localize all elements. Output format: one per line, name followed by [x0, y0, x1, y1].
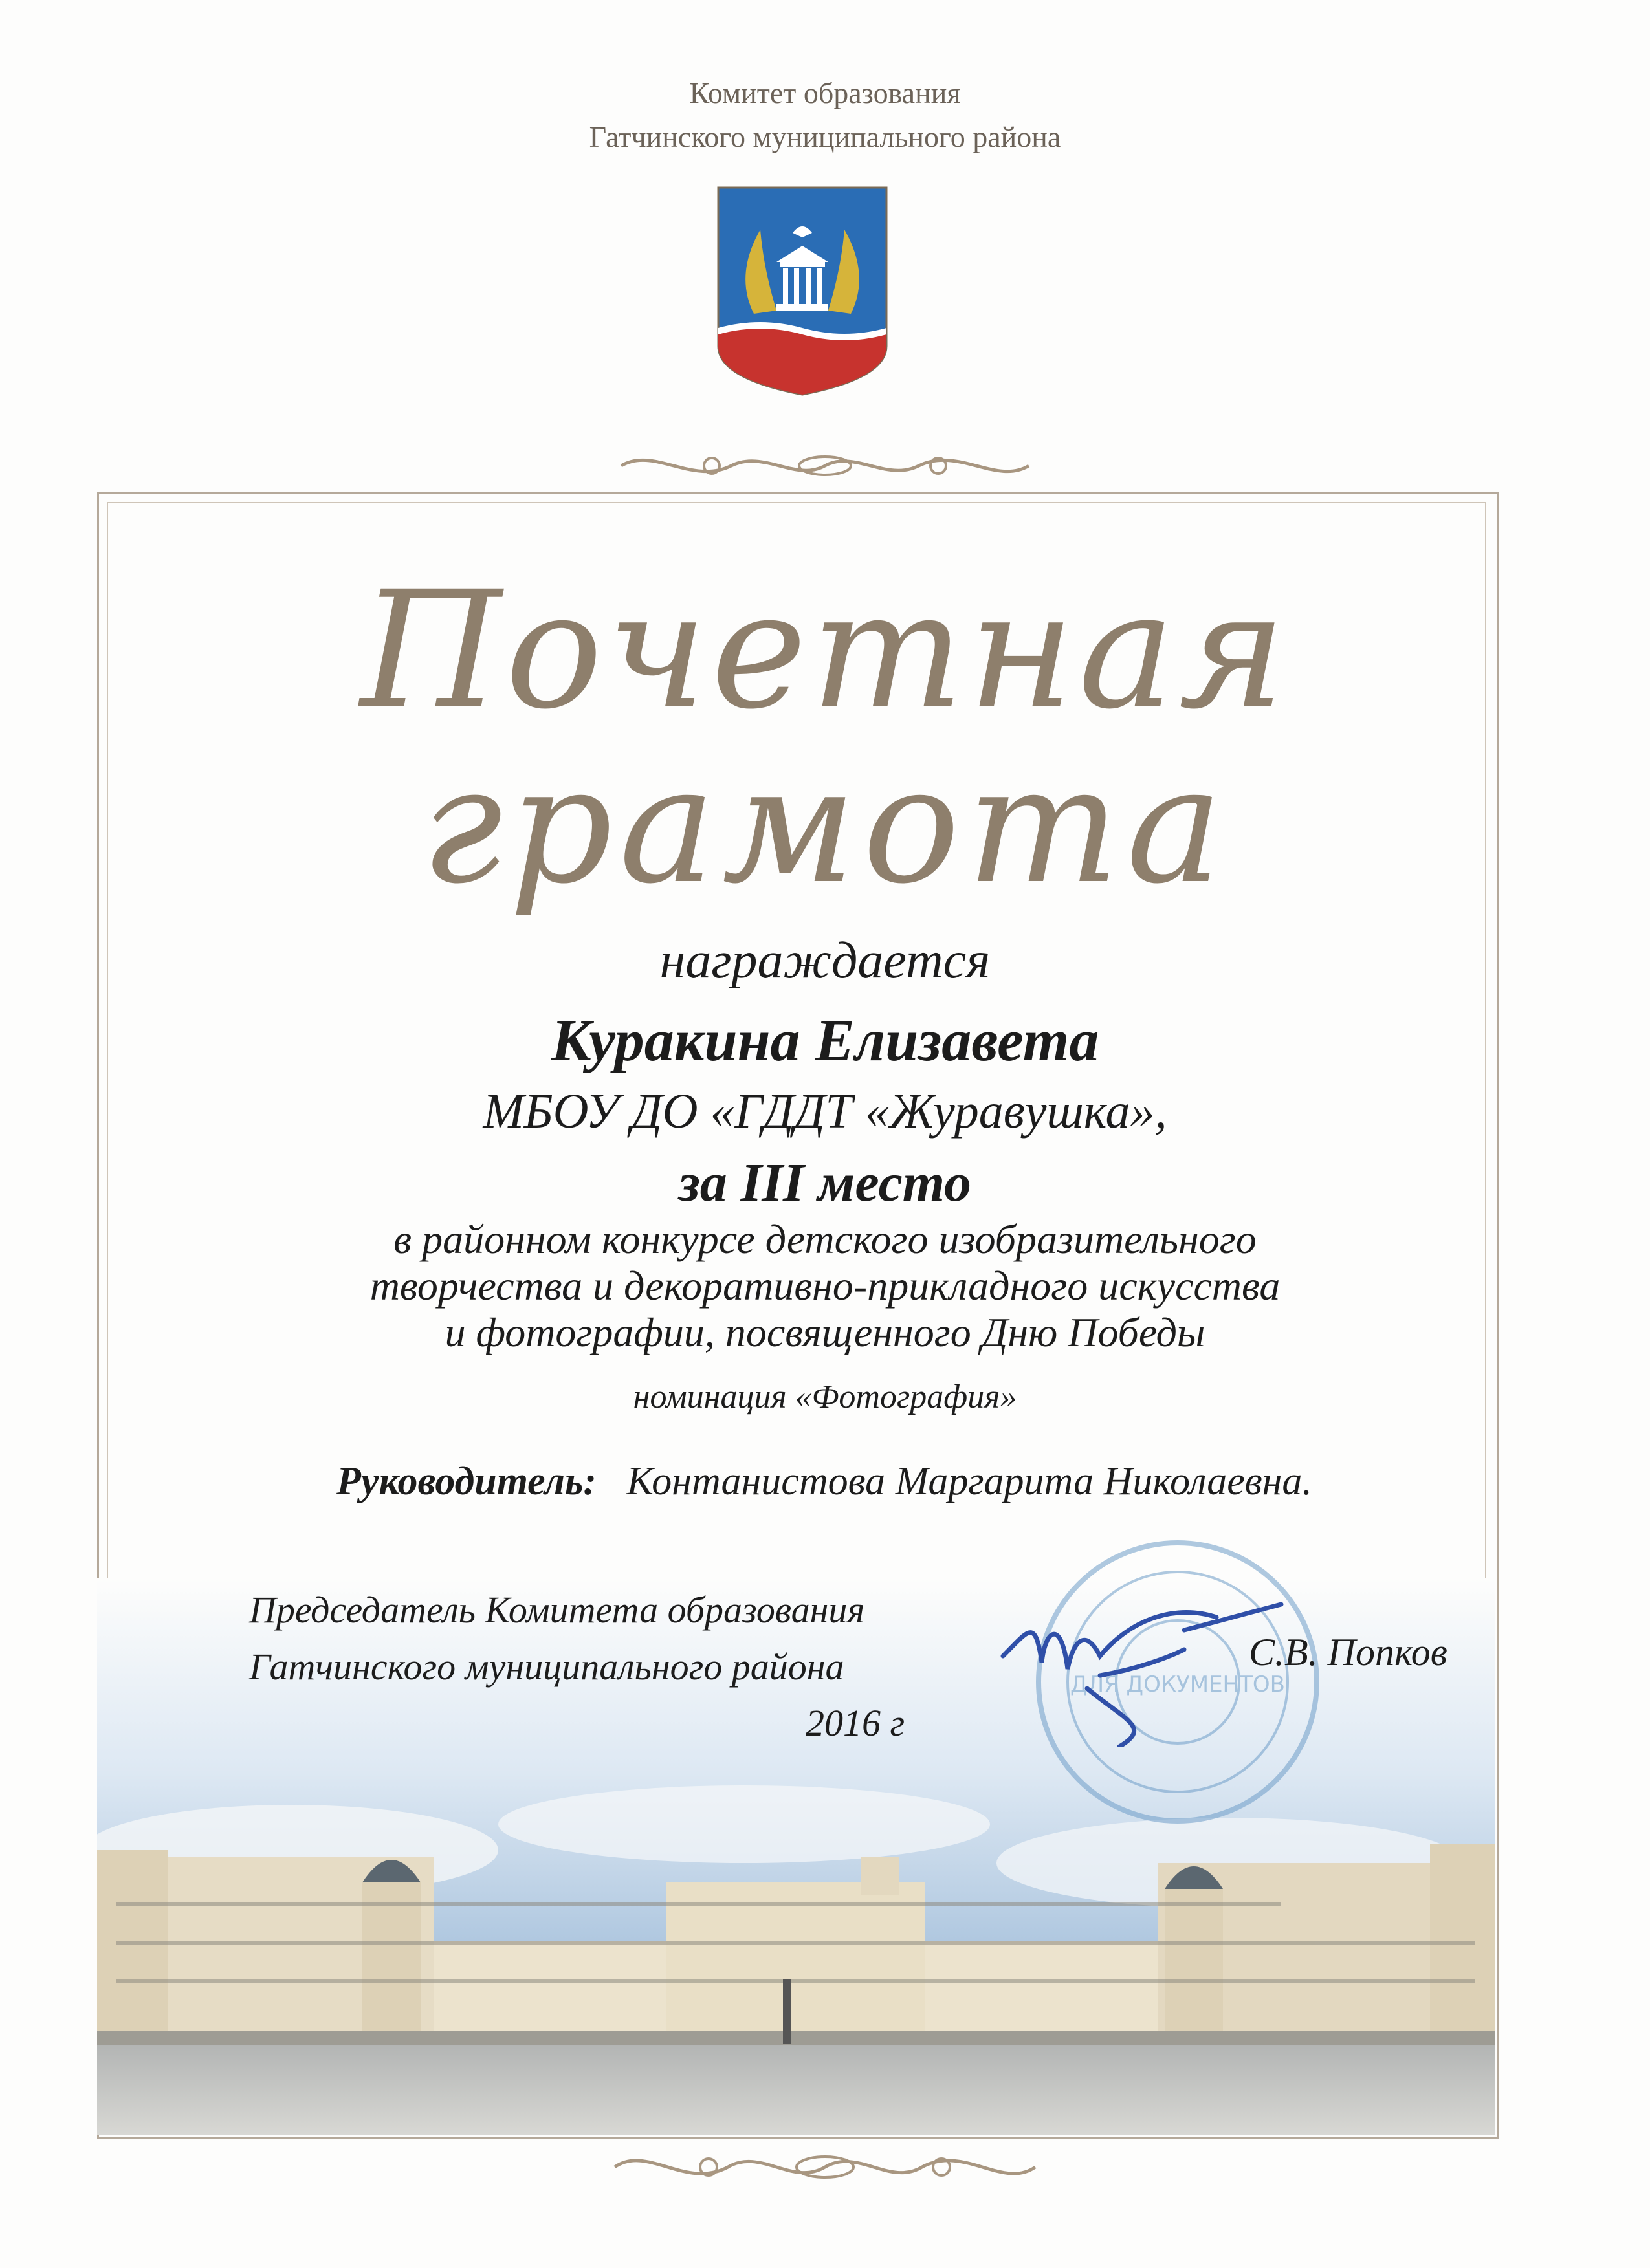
contest-description [0, 1216, 1650, 1356]
issuer-line-2: Гатчинского муниципального района [589, 120, 1061, 153]
school-name: МБОУ ДО «ГДДТ «Журавушка», [483, 1084, 1167, 1139]
issuer-line-1: Комитет образования [689, 76, 961, 109]
leader-line [336, 1459, 1312, 1505]
top-ornament [615, 440, 1035, 492]
nomination-text: номинация «Фотография» [633, 1379, 1017, 1415]
recipient-name: Куракина Елизавета [551, 1007, 1099, 1073]
chair-line-1: Председатель Комитета образования [249, 1589, 865, 1631]
stamp-text: ДЛЯ ДОКУМЕНТОВ [1070, 1672, 1285, 1697]
contest-description-line-2: творчества и декоративно-прикладного искусства [369, 1263, 1281, 1309]
certificate-title-line-1: Почетная [360, 556, 1290, 745]
leader-label: Руководитель: [336, 1459, 597, 1503]
signer-name: С.В. Попков [1249, 1631, 1447, 1674]
chair-line-2: Гатчинского муниципального района [249, 1646, 844, 1688]
place-text: за III место [678, 1153, 972, 1213]
issuer-header [0, 71, 1650, 159]
bottom-ornament [608, 2135, 1042, 2199]
issue-year: 2016 г [806, 1702, 905, 1744]
contest-description-line-1: в районном конкурсе детского изобразительного [393, 1216, 1257, 1262]
leader-name: Контанистова Маргарита Николаевна. [626, 1459, 1312, 1503]
coat-of-arms-icon [715, 184, 890, 398]
awarded-text: награждается [659, 932, 991, 989]
certificate-title-line-2: грамота [421, 731, 1229, 919]
contest-description-line-3: и фотографии, посвященного Дню Победы [445, 1309, 1205, 1355]
chair-title [249, 1582, 864, 1696]
